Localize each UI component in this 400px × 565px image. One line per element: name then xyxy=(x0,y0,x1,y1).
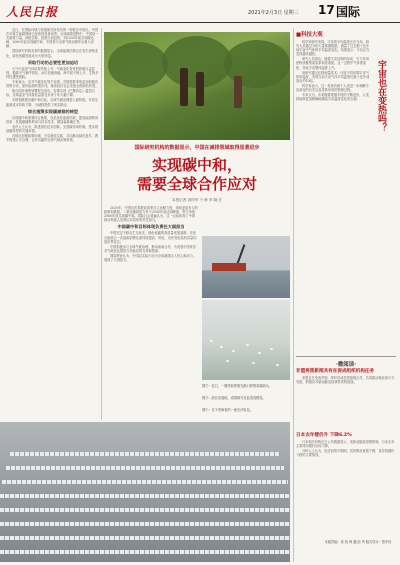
newspaper-logo: 人民日报 xyxy=(6,5,59,19)
photo-container-ship xyxy=(202,236,290,298)
headline-line-1: 实现碳中和， xyxy=(151,156,242,174)
science-column: 科学家研究发现，宇宙的平均温度正在升高。研究人员通过分析大量观测数据，测量了过去数十亿年间宇宙中气体的平均温度变化。结果显示，宇宙正在变得越来越热。 研究人员指出，随着宇宙结构的形成，引力作用使物质聚集成星系和星系团，这一过程中气体被加热，导致宇宙整体温度上升。 该研究通过红移测量技术，比较不同时期宇宙气体的温度，发现当前宇宙气体平均温度比数十亿年前高出约10倍。 科学家表示，这一发现有助于人类进一步理解宇宙演化的历史以及星系形成的物理过程。 专家认为，未来随着观测手段的不断进步，人类将能够更加精确地描绘宇宙温度变化的全貌。 xyxy=(296,40,372,350)
headline-kicker: 国际研究机构的数据显示，中国在减排领域取得显著进步 xyxy=(134,145,260,151)
feature-photo-forest xyxy=(104,32,290,140)
subhead-3: 中国碳中和目标体现负责任大国担当 xyxy=(117,224,185,230)
science-section-label: ■科技大观 xyxy=(296,32,323,38)
issue-date: 2021年2月3日 星期三 xyxy=(248,10,299,16)
science-paragraph: 科学家研究发现，宇宙的平均温度正在升高。研究人员通过分析大量观测数据，测量了过去数十亿年间宇宙中气体的平均温度变化。结果显示，宇宙正在变得越来越热。 xyxy=(296,40,370,57)
brief-text-1: 非盟近日发表声明，呼吁各成员国加强合作，共同推动地区和平与发展，积极应对新冠肺炎疫情带来的挑战。 xyxy=(296,376,395,385)
science-headline: 宇宙也在变热吗？ xyxy=(376,60,386,132)
photo-solar-farm xyxy=(0,422,290,562)
page-number: 17 xyxy=(318,3,335,17)
weibo-section-label: ·微阅读· xyxy=(296,356,396,368)
caption-ship: 图②：近日，一艘货轮停靠在港口的集装箱码头。 xyxy=(202,384,273,388)
photo-wetland-birds xyxy=(202,300,290,380)
masthead xyxy=(0,0,400,23)
column-divider xyxy=(101,28,102,420)
subhead-1: 采取行动的必要性更加迫切 xyxy=(27,59,79,65)
section-title: 国际 xyxy=(336,5,361,19)
brief-title-2: 日本去年楼价升 下降6.2% xyxy=(296,433,352,438)
caption-birds: 图③：浙江省湿地，成群候鸟在此觅食栖息。 xyxy=(202,396,266,400)
brief-title-1: 非盟将派新闻共有在促成组织机构任务 xyxy=(296,369,375,374)
headline xyxy=(104,156,290,194)
subhead-2: 综合施策实现碳减排的转型 xyxy=(27,108,79,114)
editors-credit: 本版责编：高 旭 韩 越 邱 秀 版式设计：蔡华伟 xyxy=(324,540,392,544)
headline-line-2: 需要全球合作应对 xyxy=(136,175,257,193)
left-paragraph: 近日，在国际环境与发展研究所发布的一份报告中指出，中国在可再生能源领域已经取得显著成绩，全球减排进程中，中国是一支重要力量。该报告称，按照当前趋势，到2030年前实现碳达峰、2060年前实现碳中和，中国将为全球气候治理作出重大贡献。 xyxy=(6,28,99,49)
left-column: 近日，在国际环境与发展研究所发布的一份报告中指出，中国在可再生能源领域已经取得显著成绩，全球减排进程中，中国是一支重要力量。该报告称，按照当前趋势，到2030年前实现碳达峰、2060年前实现碳中和，中国将为全球气候治理作出重大贡献。 国际研究机构发布的数据显示，全球能源结构正在发生深刻变化，绿色低碳发展成为大势所趋。 采取行动的必要性更加迫切 大气中温室气体浓度持续上升，气候变化带来的影响日益显现。极端天气事件频发，冰川加速消融，海平面不断上升，生物多样性遭受威胁。 专家表示，应对气候变化刻不容缓，各国需要采取更加积极有效的行动，加快能源转型步伐，推动经济社会发展全面绿色转型。 联合国环境规划署报告指出，若要实现《巴黎协定》温控目标，全球温室气体排放量需在未来十年大幅下降。 多国相继提出碳中和目标，全球气候治理进入新阶段。可再生能源成本持续下降，为减排提供了现实路径。 综合施策实现碳减排的转型 实现碳中和需要综合施策，包括优化能源结构、提高能源利用效率、发展碳捕集利用与封存技术、增加森林碳汇等。 业内人士认为，推进绿色技术创新，完善碳市场机制，是实现低碳转型的关键举措。 各国应加强政策协调，分享最佳实践，共同推动绿色复苏，携手构建公平合理、合作共赢的全球气候治理体系。 xyxy=(6,28,99,143)
brief-text-2: 日本相关机构近日公布数据显示，受新冠肺炎疫情影响，日本去年主要城市楼价出现下降。 分析人士认为，经济前景不明朗，居民购房意愿下降，是导致楼价下跌的主要原因。 xyxy=(296,440,395,458)
caption-solar: 图④：位于青海省的一座光伏电站。 xyxy=(202,408,253,412)
middle-paragraph: 2020年，中国宣布将提高国家自主贡献力度，采取更加有力的政策和措施，二氧化碳排放力争于2030年前达到峰值，努力争取2060年前实现碳中和。国际社会普遍认为，这一目标体现了中国推动构建人类命运共同体的责任担当。 xyxy=(104,206,198,223)
sidebar-divider xyxy=(293,28,294,562)
middle-column: 2020年，中国宣布将提高国家自主贡献力度，采取更加有力的政策和措施，二氧化碳排放力争于2030年前达到峰值，努力争取2060年前实现碳中和。国际社会普遍认为，这一目标体现了中国推动构建人类命运共同体的责任担当。 中国碳中和目标体现负责任大国担当 中国坚定不移走生态优先、绿色低碳的高质量发展道路。非化石能源占一次能源消费比重持续提高，风电、光伏发电装机容量均居世界首位。 中国积极参与全球气候治理，推动南南合作，为发展中国家应对气候变化提供力所能及的支持和帮助。 国际舆论认为，中国以实际行动为全球减排注入信心和动力，展现了大国担当。 xyxy=(104,206,198,263)
byline: 本报记者 刘仲华 于 珍 李 晓 宏 xyxy=(172,198,222,202)
